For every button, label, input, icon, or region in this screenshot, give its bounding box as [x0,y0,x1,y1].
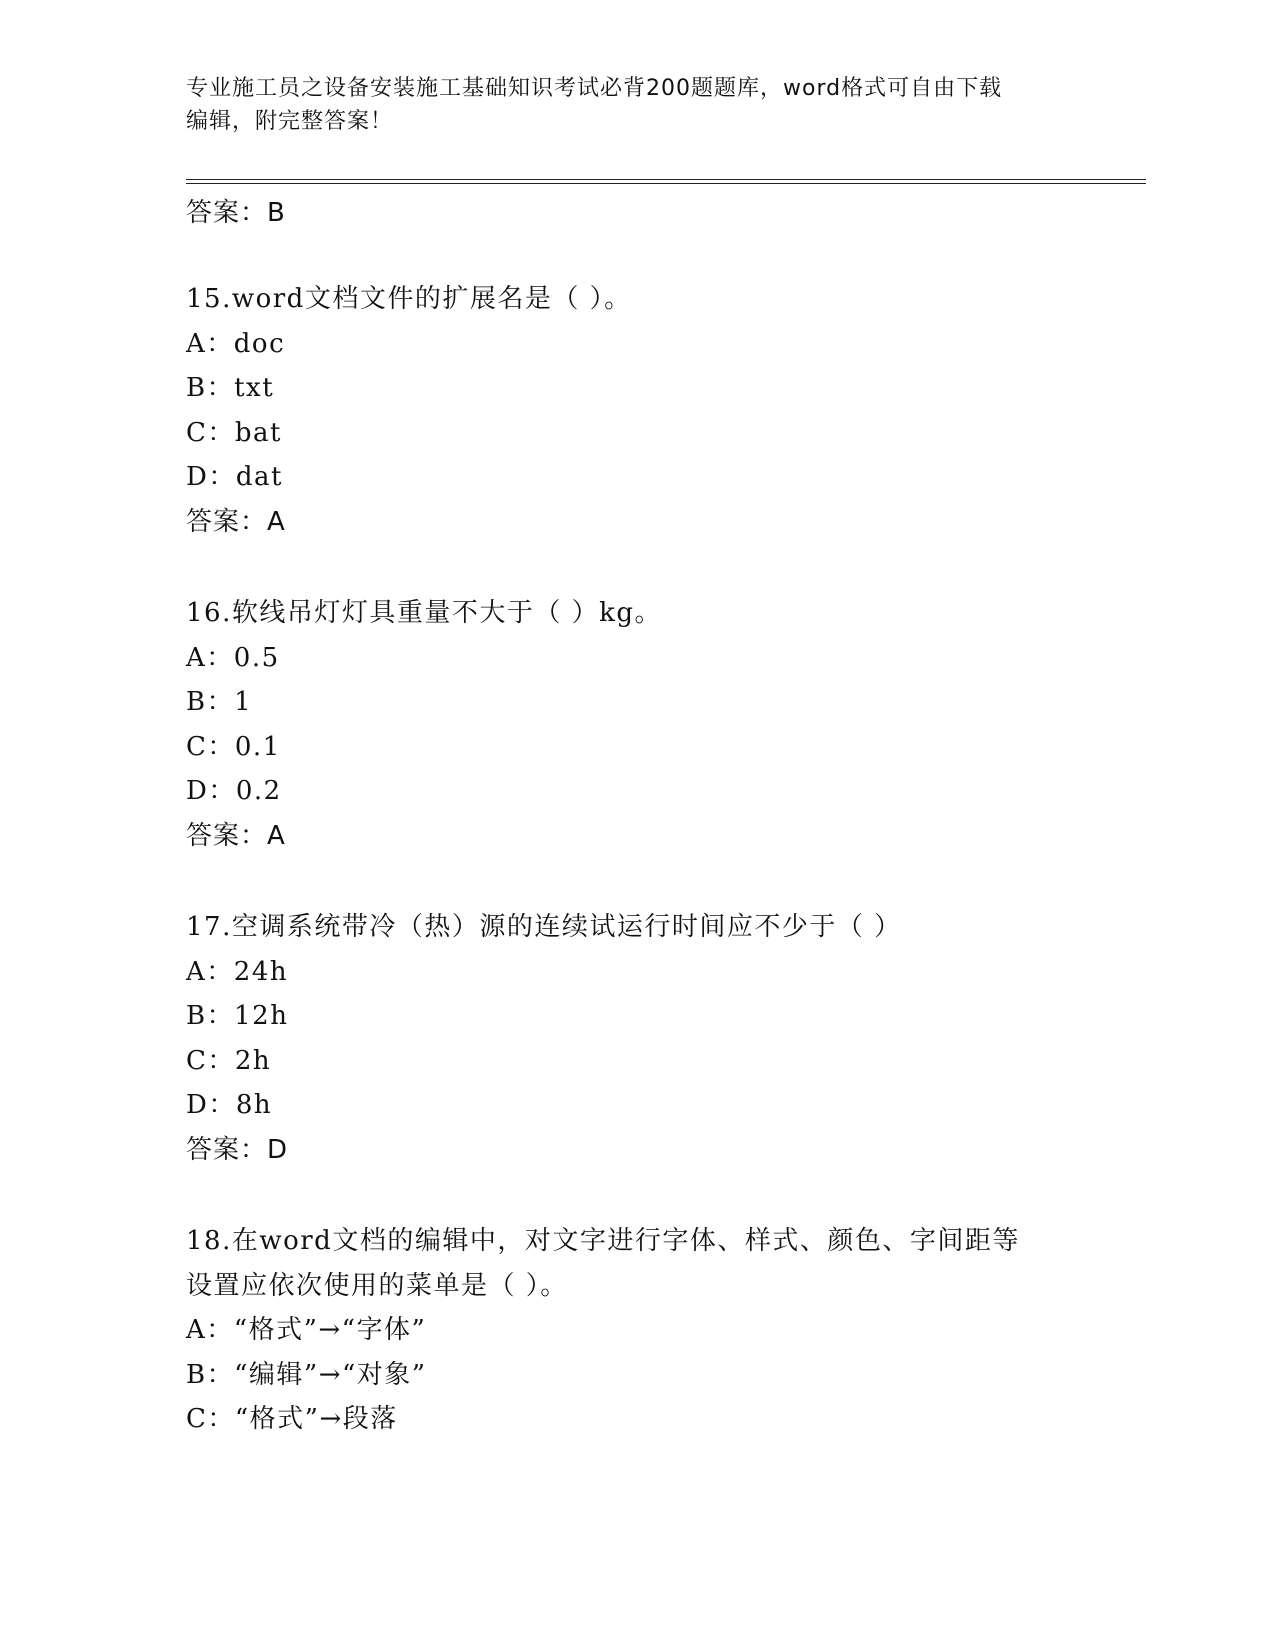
question-stem: 16.软线吊灯灯具重量不大于（ ）kg。 [186,598,663,628]
answer-line: 答案：A [186,820,286,851]
header-line-1: 专业施工员之设备安装施工基础知识考试必背200题题库，word格式可自由下载 [186,76,1003,101]
option-b: B：1 [186,687,253,717]
option-b: B：12h [186,1001,289,1031]
header-divider-bottom [186,183,1146,184]
option-a: A：24h [186,956,289,987]
option-c: C：0.1 [186,731,281,762]
question-stem: 18.在word文档的编辑中，对文字进行字体、样式、颜色、字间距等 [186,1226,1020,1256]
option-d: D：0.2 [186,776,282,806]
question-stem: 15.word文档文件的扩展名是（ ）。 [186,284,632,314]
header-divider-top [186,179,1146,180]
option-a: A：doc [186,328,286,359]
answer-line: 答案：D [186,1134,289,1165]
answer-line: 答案：A [186,506,286,537]
option-c: C：“格式”→段落 [186,1404,398,1434]
header-line-2: 编辑，附完整答案！ [186,109,394,134]
question-stem: 17.空调系统带冷（热）源的连续试运行时间应不少于（ ） [186,912,902,942]
option-d: D：8h [186,1090,273,1120]
answer-line: 答案：B [186,198,286,228]
option-a: A：0.5 [186,642,280,673]
option-d: D：dat [186,462,283,492]
option-b: B：txt [186,373,275,403]
document-header [186,72,1086,138]
option-c: C：2h [186,1045,272,1076]
option-a: A：“格式”→“字体” [186,1315,427,1345]
option-b: B：“编辑”→“对象” [186,1359,427,1390]
question-stem: 设置应依次使用的菜单是（ ）。 [186,1270,568,1301]
option-c: C：bat [186,417,282,448]
